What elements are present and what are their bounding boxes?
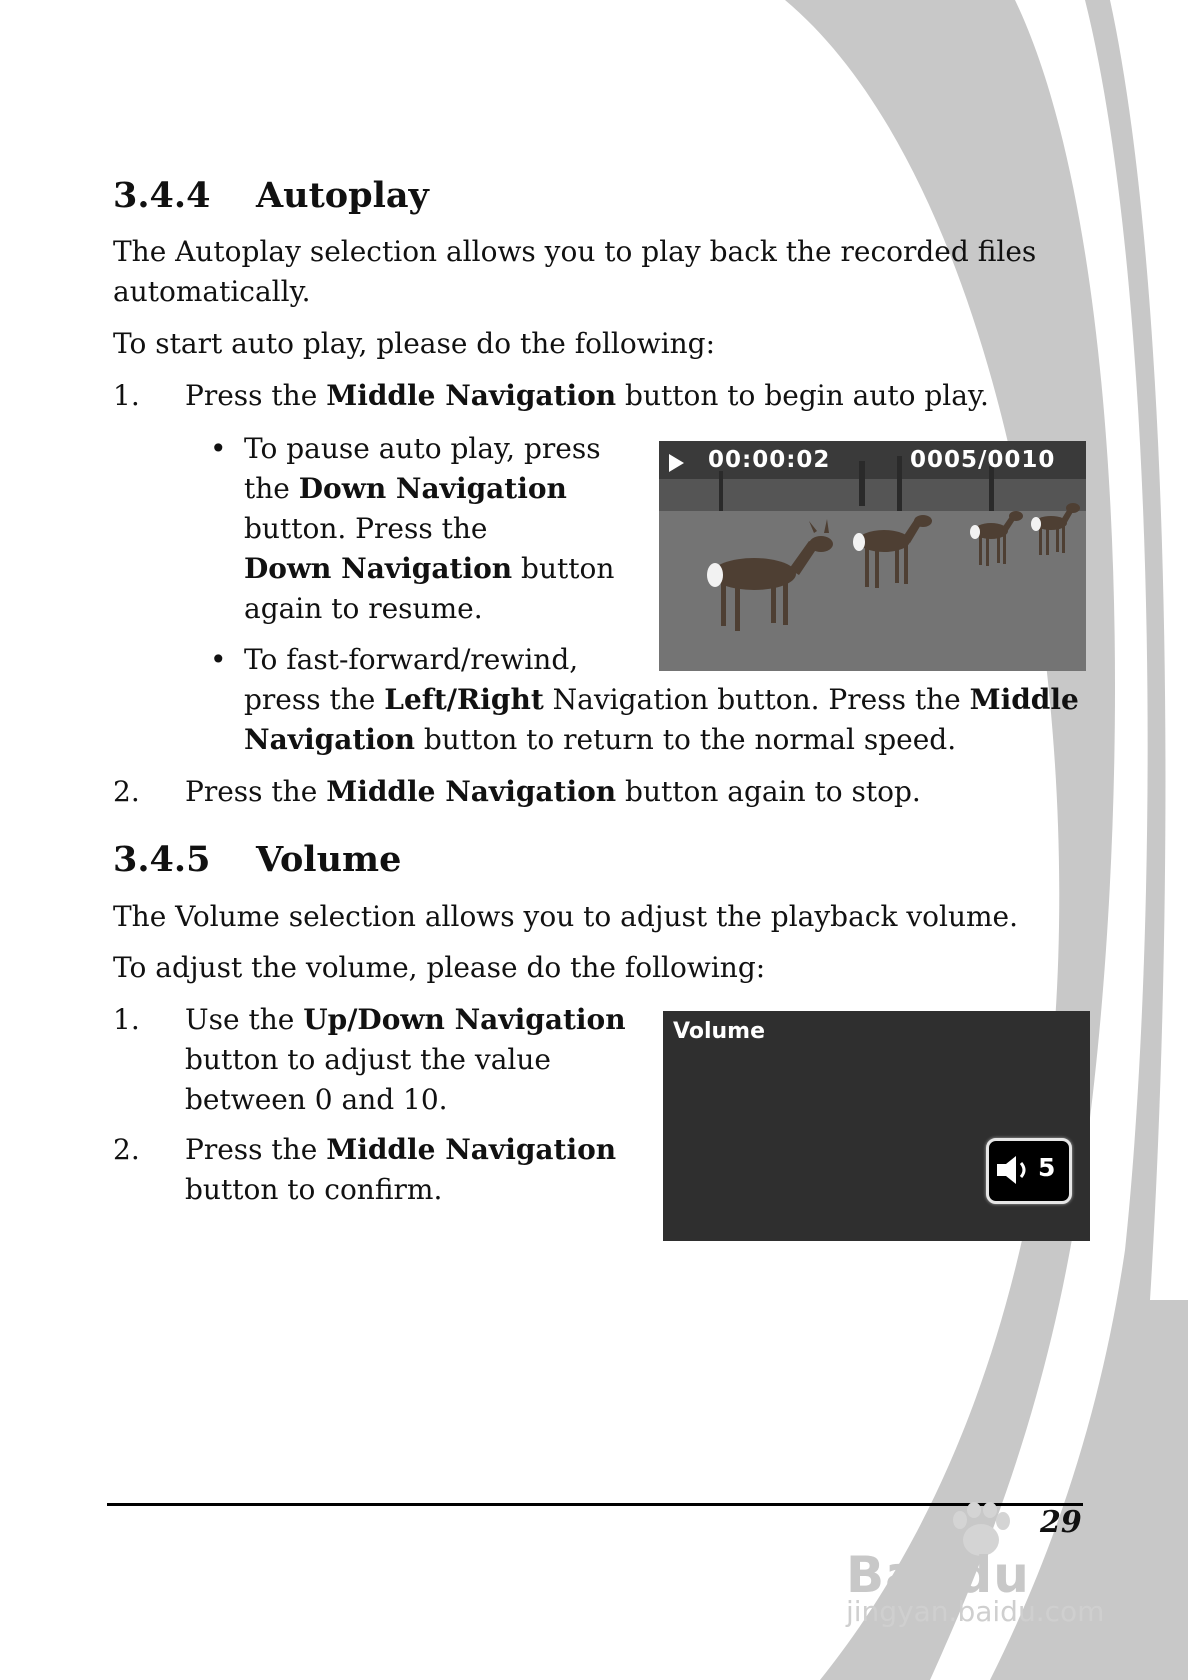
step-text: Press the Middle Navigation button again to stop.: [185, 775, 921, 808]
file-counter: 0005/0010: [910, 447, 1056, 473]
step-number: 1.: [113, 1003, 140, 1036]
step-number: 2.: [113, 1133, 140, 1166]
volume-value: 5: [1038, 1153, 1056, 1182]
autoplay-intro: The Autoplay selection allows you to play back the recorded files automatically.: [113, 235, 1037, 308]
section-number: 3.4.4: [113, 175, 211, 216]
volume-intro: The Volume selection allows you to adjust the playback volume.: [113, 900, 1019, 933]
volume-screen-title: Volume: [673, 1019, 765, 1044]
bullet-fast-forward: • To fast-forward/rewind, press the Left/Right Navigation button. Press the Middle Navigation button to return to the normal speed.: [244, 640, 1084, 760]
playback-screenshot: [659, 441, 1086, 671]
step-text: Use the Up/Down Navigation button to adjust the value between 0 and 10.: [185, 1003, 626, 1116]
step-number: 1.: [113, 379, 140, 412]
step-text: Press the Middle Navigation button to confirm.: [185, 1133, 617, 1206]
baidu-watermark: Bai du 经验: [846, 1546, 1151, 1604]
speaker-icon: [996, 1155, 1036, 1185]
page-number: 29: [1040, 1505, 1082, 1540]
section-title: Autoplay: [256, 175, 429, 216]
section-number: 3.4.5: [113, 839, 211, 880]
autoplay-lead: To start auto play, please do the following:: [113, 327, 716, 360]
step-number: 2.: [113, 775, 140, 808]
footer-rule: [107, 1503, 1083, 1506]
step-text: Press the Middle Navigation button to begin auto play.: [185, 379, 989, 412]
playback-time: 00:00:02: [708, 447, 831, 473]
bullet-pause: • To pause auto play, press the Down Navigation button. Press the Down Navigation button again to resume.: [244, 429, 624, 629]
baidu-watermark-url: jingyan.baidu.com: [846, 1595, 1105, 1628]
deer-scene-image: [659, 441, 1086, 671]
play-icon: [669, 454, 684, 472]
bullet-dot: •: [210, 643, 227, 676]
bullet-dot: •: [210, 432, 227, 465]
volume-screenshot: [663, 1011, 1090, 1241]
volume-indicator: [986, 1138, 1072, 1204]
volume-lead: To adjust the volume, please do the following:: [113, 951, 766, 984]
section-title: Volume: [256, 839, 402, 880]
